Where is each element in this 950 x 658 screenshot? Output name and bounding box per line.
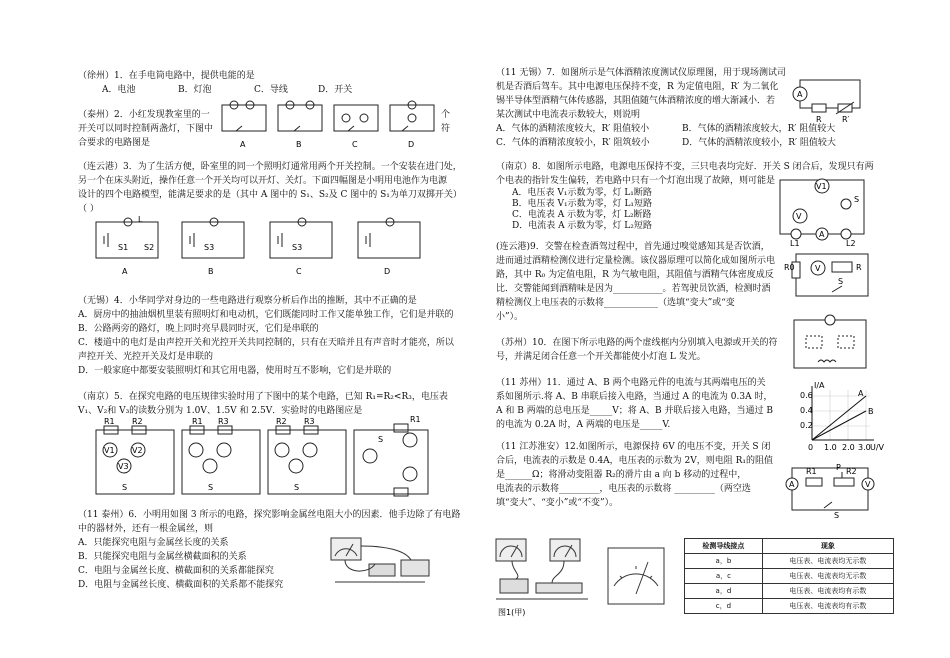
q1-stem: （徐州）1．在手电筒电路中，提供电能的是 — [78, 71, 255, 81]
q11-xtick-3: 3.0 — [858, 443, 871, 452]
q8-l1-label: L1 — [790, 239, 800, 248]
q7-options-row1 — [496, 122, 836, 136]
q4-option-c-line2[interactable]: 声控开关、光控开关及灯是串联的 — [78, 352, 214, 362]
table-header-phenomenon: 现象 — [762, 539, 893, 554]
q11-xtick-2: 2.0 — [842, 443, 855, 452]
q5-switch-d: S — [378, 435, 384, 444]
q11-line2: 系如图所示.将 A、B 串联后接入电路，当通过 A 的电流为 0.3A 时， — [496, 392, 773, 402]
q5-line2: V₁、V₂和 V₃的读数分别为 1.0V、1.5V 和 2.5V．实验时的电路图应是 — [78, 406, 363, 416]
q5-r2-c: R2 — [276, 417, 287, 426]
q7-options-row2 — [496, 136, 836, 150]
question-10 — [496, 336, 777, 364]
q5-v1-a: V1 — [104, 446, 115, 455]
q11-series-b-label: B — [868, 407, 874, 416]
table-row — [685, 554, 894, 569]
q2-circuit-d — [390, 101, 434, 131]
q9-line4: 比．交警能闻到酒精味是因为___________。若驾驶员饮酒，检测时酒 — [496, 284, 771, 294]
question-7 — [496, 66, 836, 150]
q11-xtick-1: 1.0 — [824, 443, 837, 452]
q5-switch-a: S — [122, 483, 128, 492]
q11-ytick-0-4: 0.4 — [800, 406, 813, 415]
q6-option-b[interactable]: B．只能探究电阻与金属丝横截面积的关系 — [78, 552, 247, 562]
table-cell-phenomenon: 电压表、电流表均有示数 — [762, 584, 893, 599]
q12-circuit-figure — [784, 462, 876, 518]
q5-v3-a: V3 — [118, 462, 129, 471]
q12-slider-p-label: P — [836, 463, 841, 472]
q3-switch-s3-b: S3 — [204, 243, 215, 252]
q1-options — [78, 83, 352, 97]
q7-sensor-rp: R′ — [842, 115, 850, 124]
q4-option-a[interactable]: A．厨房中的抽油烟机里装有照明灯和电动机，它们既能同时工作又能单独工作，它们是并联的 — [78, 310, 454, 320]
q3-switch-s2-a: S2 — [144, 243, 155, 252]
q7-resistor-r: R — [816, 115, 822, 124]
q5-switch-b: S — [208, 483, 214, 492]
q6-line2: 中的器材外，还有一根金属丝，则 — [78, 524, 214, 534]
q12-line2: 合后，电流表的示数是 0.4A，电压表的示数为 2V，则电阻 R₁的阻值 — [496, 456, 774, 466]
q9-line1: (连云港)9．交警在检查酒驾过程中，首先通过嗅觉感知其是否饮酒， — [496, 242, 770, 252]
table-cell-points: a，b — [685, 554, 763, 569]
q8-v-label: V — [796, 212, 802, 221]
detection-table — [684, 538, 894, 614]
q5-r3-c: R3 — [304, 417, 315, 426]
q2-circuit-b — [278, 101, 322, 131]
q9-r-label: R — [856, 263, 862, 272]
q3-switch-s1-a: S1 — [118, 243, 129, 252]
q4-option-c-line1[interactable]: C．楼道中的电灯是由声控开关和光控开关共同控制的，只有在天暗并且有声音时才能亮，所以 — [78, 338, 454, 348]
q8-line1: （南京）8．如图所示电路，电源电压保持不变，三只电表均完好．开关 S 闭合后，发现只有两 — [496, 162, 874, 172]
q8-line2: 个电表的指针发生偏转，若电路中只有一个灯泡出现了故障，则可能是 — [496, 176, 776, 186]
meter-dial-figure — [606, 546, 666, 606]
q11-x-axis-label: U/V — [870, 443, 885, 452]
fig1-caption: 图1(甲) — [498, 608, 526, 617]
q12-ammeter-label: A — [789, 480, 795, 489]
q5-r2-a: R2 — [132, 417, 143, 426]
q11-ytick-0-2: 0.2 — [800, 421, 813, 430]
q12-voltmeter-label: V — [865, 480, 871, 489]
q3-line4: （ ） — [78, 204, 99, 214]
q11-y-axis-label: I/A — [814, 381, 825, 390]
q9-line5: 精检测仪上电压表的示数将____________（选填“变大”或“变 — [496, 298, 735, 308]
table-cell-points: c，d — [685, 599, 763, 614]
q2-label-a: A — [240, 140, 246, 149]
q3-line2: 另一个在床头附近，操作任意一个开关均可以开灯、关灯。下面四幅图是小明用电池作为电源 — [78, 176, 448, 186]
q12-r2-label: R2 — [846, 467, 857, 476]
q2-line2: 开关可以同时控制两盏灯，下图中 — [78, 124, 214, 134]
question-12 — [496, 440, 773, 510]
q7-circuit-figure — [786, 76, 868, 124]
question-5 — [78, 390, 448, 418]
q3-label-a: A — [122, 267, 128, 276]
table-cell-phenomenon: 电压表、电流表均有示数 — [762, 599, 893, 614]
q12-line3: 是______Ω；将滑动变阻器 R₂的滑片由 a 向 b 移动的过程中， — [496, 470, 747, 480]
q1-option-b[interactable]: B．灯泡 — [178, 85, 212, 95]
q2-tail-2: 符 — [441, 124, 451, 134]
q7-line2: 机是否酒后驾车。其中电源电压保持不变，R 为定值电阻，R′ 为二氧化 — [496, 82, 779, 92]
q3-line3: 设计的四个电路模型，能满足要求的是（其中 A 图中的 S₁、S₂及 C 图中的 S₁为单刀双掷开关） — [78, 190, 462, 200]
q2-label-b: B — [296, 140, 302, 149]
q5-circuit-figures — [92, 415, 432, 500]
question-4 — [78, 294, 454, 378]
table-cell-points: a，c — [685, 569, 763, 584]
table-cell-phenomenon: 电压表、电流表均无示数 — [762, 569, 893, 584]
q2-circuit-figures — [220, 99, 440, 151]
table-row — [685, 599, 894, 614]
q3-lamp-l-a: L — [138, 215, 143, 224]
q7-line1: （11 无锡）7．如图所示是气体酒精浓度测试仪原理图，用于现场测试司 — [496, 68, 787, 78]
q1-option-a[interactable]: A．电池 — [102, 85, 136, 95]
q9-r0-label: R0 — [784, 263, 795, 272]
question-1 — [78, 69, 352, 97]
q2-label-d: D — [408, 140, 415, 149]
q8-option-c[interactable]: C．电流表 A 示数为零，灯 L₂断路 — [512, 210, 652, 220]
q11-xtick-0: 0 — [808, 443, 814, 452]
q11-ytick-0-6: 0.6 — [800, 391, 813, 400]
question-9 — [496, 240, 775, 324]
q3-label-c: C — [296, 267, 302, 276]
q8-ammeter-label: A — [819, 230, 825, 239]
q11-line3: A 和 B 两端的总电压是_____V；将 A、B 并联后接入电路，当通过 B — [496, 406, 774, 416]
q5-r1-d: R1 — [410, 415, 421, 424]
q10-circuit-figure — [790, 316, 870, 372]
q5-v2-a: V2 — [132, 446, 143, 455]
q7-option-d[interactable]: D．气体的酒精浓度较小，R′ 阻值较大 — [682, 138, 836, 148]
q9-circuit-figure — [784, 250, 876, 302]
q1-option-c[interactable]: C．导线 — [254, 85, 288, 95]
q7-ammeter-label: A — [797, 90, 803, 99]
q10-line2: 号，并满足闭合任意一个开关都能使小灯泡 L 发光。 — [496, 352, 706, 362]
q4-stem: （无锡）4．小华同学对身边的一些电路进行观察分析后作出的推断，其中不正确的是 — [78, 296, 417, 306]
q9-line3: 路，其中 R₀ 为定值电阻，R 为气敏电阻，其阻值与酒精气体密度成反 — [496, 270, 774, 280]
table-row — [685, 569, 894, 584]
question-3 — [78, 160, 462, 216]
q2-line1: （泰州）2．小红发现教室里的一 — [78, 110, 210, 120]
table-cell-points: a，d — [685, 584, 763, 599]
q9-voltmeter-label: V — [815, 264, 821, 273]
q2-circuit-c — [334, 105, 378, 131]
q3-label-b: B — [208, 267, 214, 276]
q9-line2: 进而通过酒精检测仪进行定量检测。该仪器原理可以简化成如图所示电 — [496, 256, 776, 266]
q11-iu-graph — [800, 381, 885, 454]
q7-option-b[interactable]: B．气体的酒精浓度较大，R′ 阻值较大 — [682, 124, 836, 134]
q12-r1-label: R1 — [806, 467, 817, 476]
q6-apparatus-figure — [325, 534, 435, 588]
q11-line1: （11 苏州）11．通过 A、B 两个电路元件的电流与其两端电压的关 — [496, 378, 766, 388]
question-2 — [78, 108, 213, 150]
q2-tail-1: 个 — [441, 110, 451, 120]
q6-option-d[interactable]: D．电阻与金属丝长度、横截面积的关系都不能探究 — [78, 580, 284, 590]
q6-option-c[interactable]: C．电阻与金属丝长度、横截面积的关系都能探究 — [78, 566, 274, 576]
q12-switch-label: S — [834, 511, 840, 520]
table-header-row — [685, 539, 894, 554]
q2-label-c: C — [352, 140, 358, 149]
q3-line1: （连云港）3．为了生活方便，卧室里的同一个照明灯通常用两个开关控制。一个安装在进门处， — [78, 162, 462, 172]
q4-option-b[interactable]: B．公路两旁的路灯，晚上同时亮早晨同时灭，它们是串联的 — [78, 324, 319, 334]
question-11 — [496, 376, 773, 432]
table-header-points: 检测导线接点 — [685, 539, 763, 554]
q5-r1-b: R1 — [192, 417, 203, 426]
q8-switch-label: S — [854, 195, 860, 204]
fig1-apparatus-photo — [492, 535, 592, 619]
q1-option-d[interactable]: D．开关 — [318, 85, 353, 95]
q5-r1-a: R1 — [104, 417, 115, 426]
q4-option-d[interactable]: D．一般家庭中都要安装照明灯和其它用电器，使用时互不影响，它们是并联的 — [78, 366, 392, 376]
q3-label-d: D — [384, 267, 391, 276]
q11-series-a-label: A — [858, 389, 864, 398]
q12-line5: 填“变大”、“变小”或“不变”）。 — [496, 498, 619, 508]
q11-line4: 的电流为 0.2A 时，A 两端的电压是_____V. — [496, 420, 671, 430]
q10-line1: （苏州）10．在图下所示电路的两个虚线框内分别填入电源或开关的符 — [496, 338, 778, 348]
q7-option-a[interactable]: A．气体的酒精浓度较大，R′ 阻值较小 — [496, 124, 650, 134]
q7-line4: 某次测试中电流表示数较大，则说明 — [496, 110, 641, 120]
q8-option-b[interactable]: B．电压表 V₁示数为零，灯 L₁短路 — [512, 199, 653, 209]
q7-option-c[interactable]: C．气体的酒精浓度较小，R′ 阻筑较小 — [496, 138, 650, 148]
q8-option-a[interactable]: A．电压表 V₁示数为零，灯 L₁断路 — [512, 188, 652, 198]
q6-line1: （11 泰州）6．小明用如图 3 所示的电路，探究影响金属丝电阻大小的因素．他手边除了有电路 — [78, 510, 461, 520]
q12-line4: 电流表的示数将_________，电压表的示数将 _________（两空选 — [496, 484, 751, 494]
q5-line1: （南京）5．在探究电路的电压规律实验时用了下图中的某个电路，已知 R₁=R₂<R₃，电压表 — [78, 392, 448, 402]
q3-switch-s3-c: S3 — [292, 243, 303, 252]
q8-l2-label: L2 — [846, 239, 856, 248]
q12-line1: （11 江苏淮安）12.如图所示，电源保持 6V 的电压不变，开关 S 闭 — [496, 442, 771, 452]
q5-r3-b: R3 — [218, 417, 229, 426]
table-row — [685, 584, 894, 599]
q8-option-d[interactable]: D．电流表 A 示数为零，灯 L₂短路 — [512, 221, 652, 231]
q9-switch-label: S — [838, 277, 844, 286]
table-cell-phenomenon: 电压表、电流表均无示数 — [762, 554, 893, 569]
q7-line3: 锡半导体型酒精气体传感器，其阻值随气体酒精浓度的增大渐减小．若 — [496, 96, 776, 106]
q8-v1-label: V1 — [816, 182, 827, 191]
q8-circuit-figure — [776, 176, 872, 248]
q2-circuit-a — [222, 101, 266, 131]
q11-line-b — [812, 411, 866, 440]
q3-circuit-figures — [92, 216, 432, 276]
q5-switch-c: S — [294, 483, 300, 492]
q9-line6: 小”）。 — [496, 312, 524, 322]
q6-option-a[interactable]: A．只能探究电阻与金属丝长度的关系 — [78, 538, 229, 548]
q2-line3: 合要求的电路图是 — [78, 138, 151, 148]
q11-line-a — [812, 396, 866, 440]
